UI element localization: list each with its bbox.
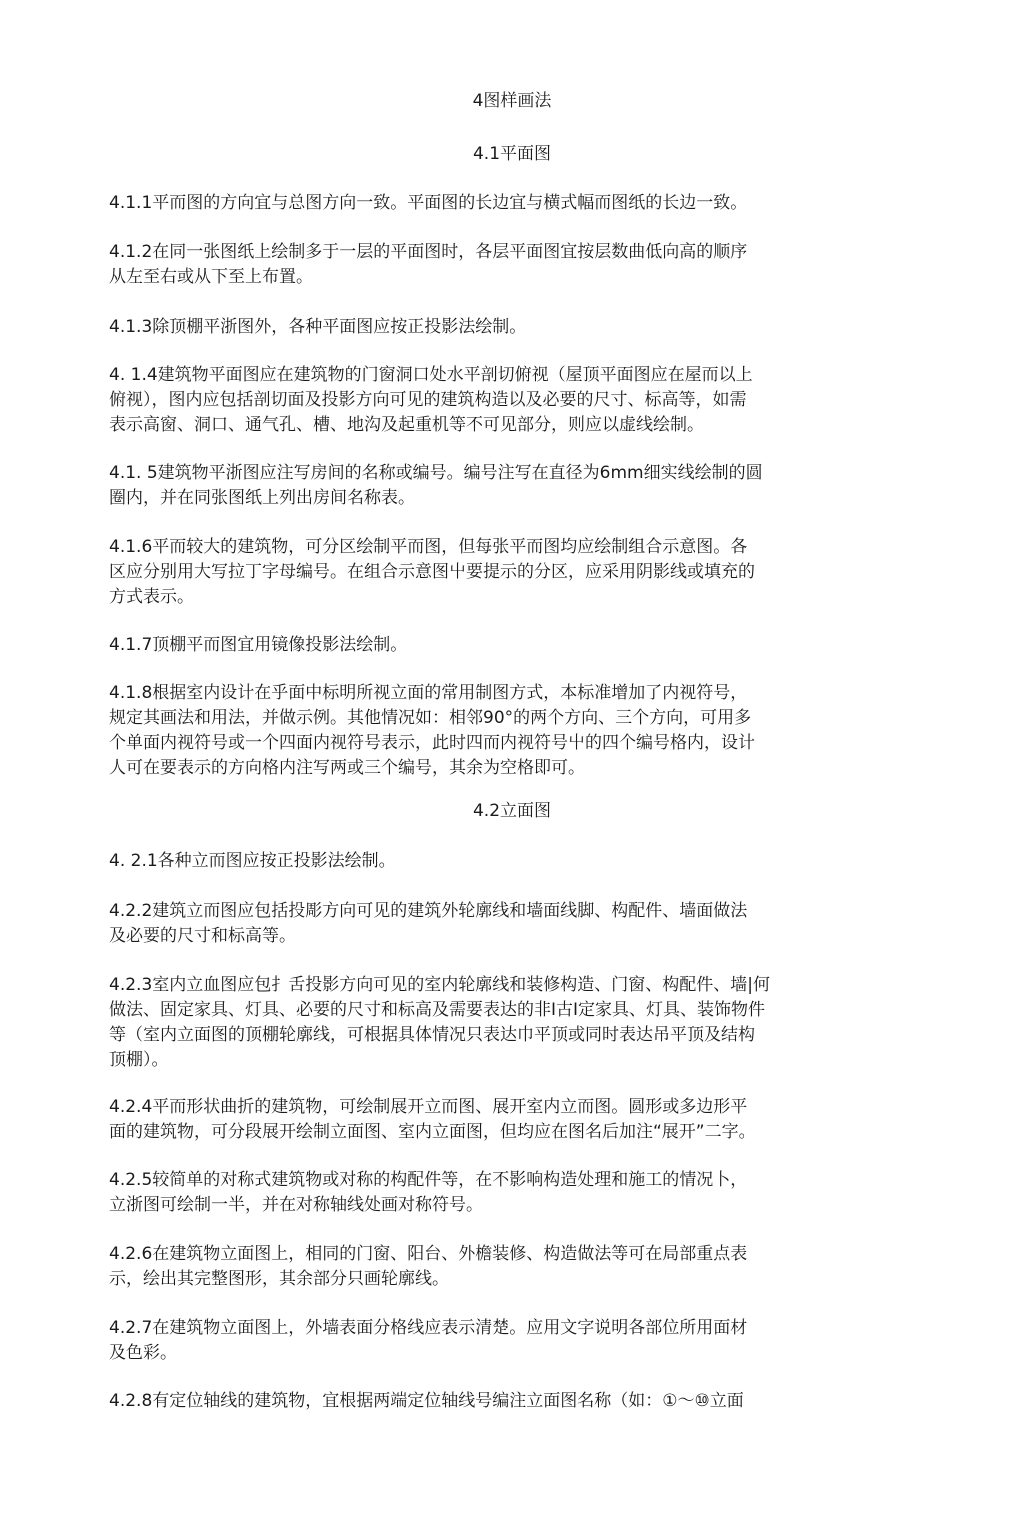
section-title-4-1: 4.1平面图 xyxy=(472,144,552,164)
clause-4-1-3: 4.1.3除顶棚平浙图外，各种平面图应按正投影法绘制。 xyxy=(109,317,527,337)
clause-4-2-7: 4.2.7在建筑物立面图上，外墙表面分格线应表示清楚。应用文字说明各部位所用面材 及色彩。 xyxy=(109,1318,748,1363)
clause-4-1-6: 4.1.6平而较大的建筑物，可分区绘制平而图，但每张平而图均应绘制组合示意图。各 区应分别用大写拉丁字母编号。在组合示意图屮要提示的分区，应采用阴影线或填充的 方式表示。 xyxy=(109,537,755,607)
clause-4-2-5: 4.2.5较简单的对称式建筑物或对称的构配件等，在不影响构造处理和施工的情况卜， 立浙图可绘制一半，并在对称轴线处画对称符号。 xyxy=(109,1170,748,1215)
clause-4-1-4: 4. 1.4建筑物平面图应在建筑物的门窗洞口处水平剖切俯视（屋顶平面图应在屋而以上 俯视），图内应包括剖切面及投影方向可见的建筑构造以及必要的尺寸、标高等，如需 表示高窗、洞口、通气孔、槽、地沟及起重机等不可见部分，则应以虚线绘制。 xyxy=(109,365,753,435)
clause-4-2-6: 4.2.6在建筑物立面图上，相同的门窗、阳台、外檐装修、构造做法等可在局部重点表 示，绘出其完整图形，其余部分只画轮廓线。 xyxy=(109,1244,748,1289)
clause-4-2-8: 4.2.8有定位轴线的建筑物，宜根据两端定位轴线号编注立面图名称（如：①～⑩立面 xyxy=(109,1391,744,1411)
chapter-title: 4图样画法 xyxy=(472,91,552,111)
clause-4-2-3: 4.2.3室内立血图应包扌舌投影方向可见的室内轮廓线和装修构造、门窗、构配件、墙|何 做法、固定家具、灯具、必要的尺寸和标高及需要表达的非I古I定家具、灯具、装饰物件 等（室内立面图的顶棚轮廓线，可根据具体情况只表达巾平顶或同时表达吊平顶及结构 顶棚）。 xyxy=(109,975,770,1070)
clause-4-1-5: 4.1. 5建筑物平浙图应注写房间的名称或编号。编号注写在直径为6mm细实线绘制的圆 圈内，并在同张图纸上列出房间名称表。 xyxy=(109,463,763,508)
section-title-4-2: 4.2立面图 xyxy=(472,801,552,821)
clause-4-1-7: 4.1.7顶棚平而图宜用镜像投影法绘制。 xyxy=(109,635,408,655)
clause-4-1-8: 4.1.8根据室内设计在乎面中标明所视立面的常用制图方式，本标准增加了内视符号， 规定其画法和用法，并做示例。其他情况如：相邻90°的两个方向、三个方向，可用多 个单面内视符号或一个四面内视符号表示，此时四而内视符号屮的四个编号格内，设计 人可在要表示的方向格内注写两或三个编号，其余为空格即可。 xyxy=(109,683,755,778)
clause-4-1-2: 4.1.2在同一张图纸上绘制多于一层的平面图时，各层平面图宜按层数曲低向高的顺序 从左至右或从下至上布置。 xyxy=(109,242,748,287)
clause-4-2-2: 4.2.2建筑立而图应包括投彫方向可见的建筑外轮廓线和墙面线脚、构配件、墙面做法 及必要的尺寸和标高等。 xyxy=(109,901,748,946)
clause-4-2-4: 4.2.4平而形状曲折的建筑物，可绘制展开立而图、展开室内立而图。圆形或多边形平 面的建筑物，可分段展开绘制立面图、室内立面图，但均应在图名后加注“展开”二字。 xyxy=(109,1097,756,1142)
clause-4-1-1: 4.1.1平而图的方向宜与总图方向一致。平面图的长边宜与横式幅而图纸的长边一致。 xyxy=(109,193,748,213)
clause-4-2-1: 4. 2.1各种立而图应按正投影法绘制。 xyxy=(109,851,396,871)
